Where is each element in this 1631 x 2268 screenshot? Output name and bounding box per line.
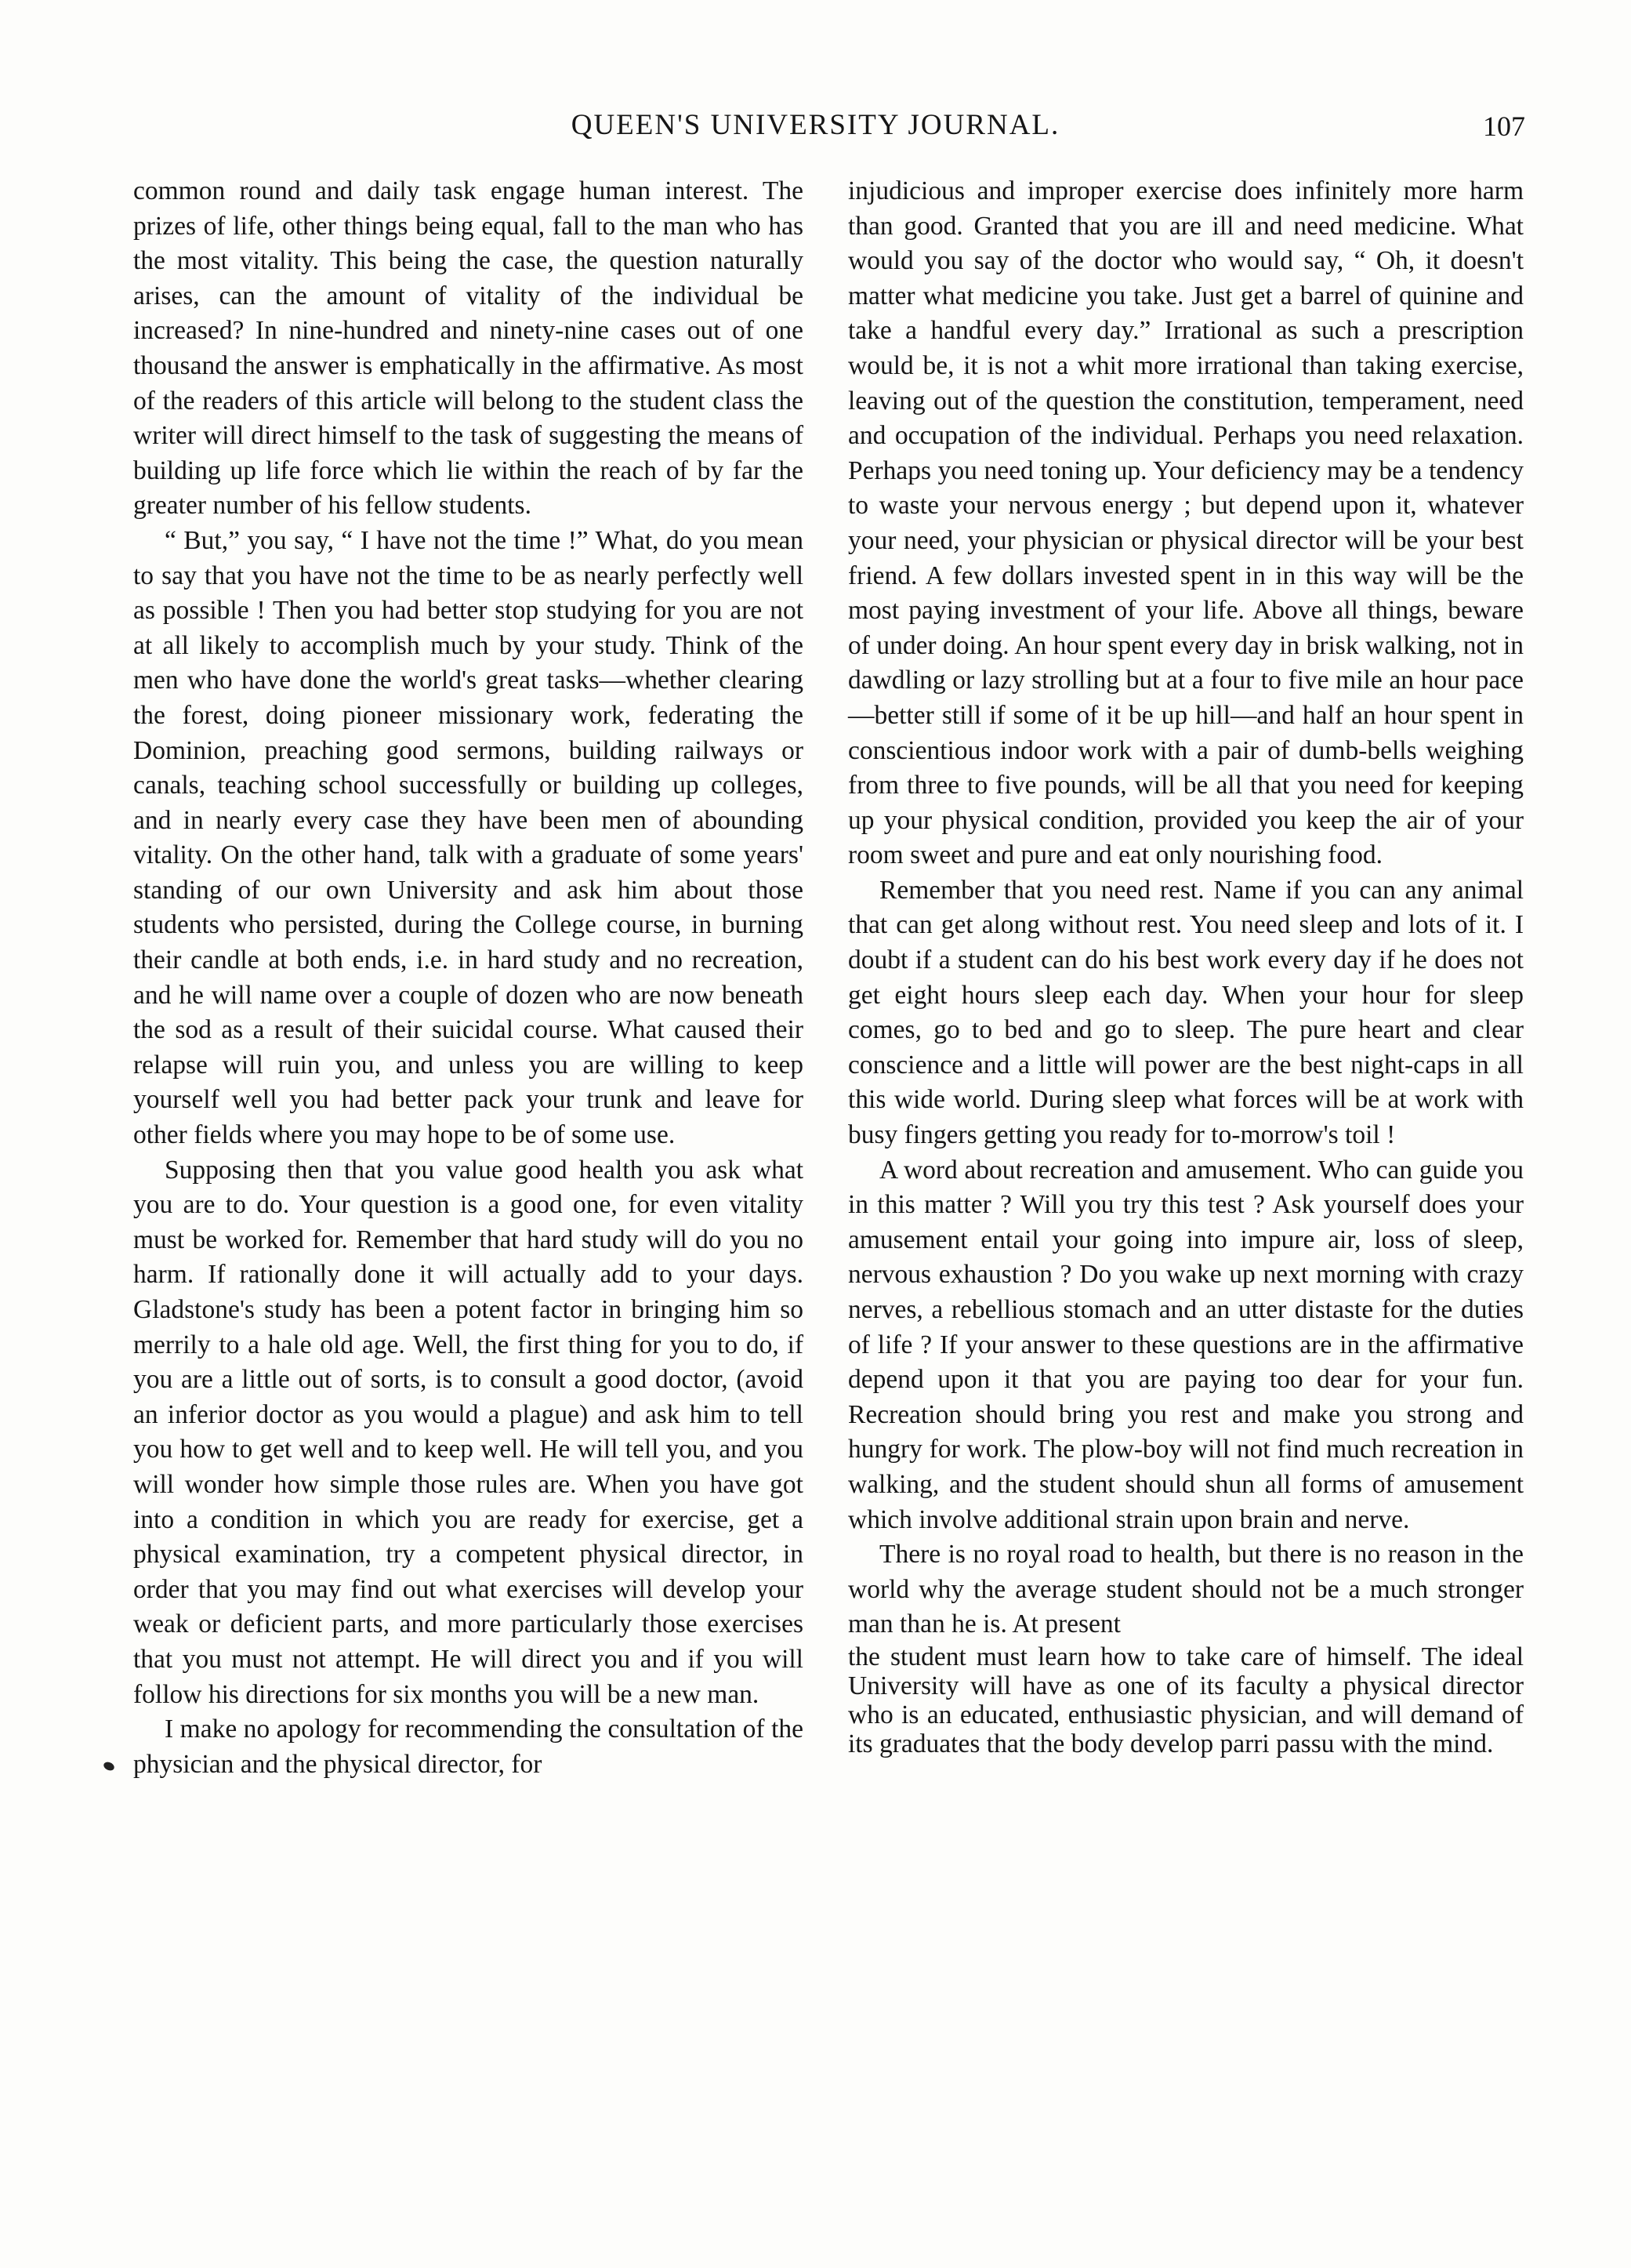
paragraph: Remember that you need rest. Name if you can any animal that can get along without rest. You need sleep and lots of it. I doubt if a student can do his best work every day if he does not get eight hours sleep each day. When your hour for sleep comes, go to bed and go to sleep. The pure heart and clear conscience and a little will power are the best night-caps in all this wide world. During sleep what forces will be at work with busy fingers getting you ready for to-morrow's toil ! xyxy=(848,875,1524,1150)
paragraph: I make no apology for recommending the consultation of the physician and the physical director, for xyxy=(133,1715,803,1779)
right-column xyxy=(848,174,1524,1758)
paragraph: common round and daily task engage human interest. The prizes of life, other things being equal, fall to the man who has the most vitality. This being the case, the question naturally arises, can the amount of vitality of the individual be increased? In nine-hundred and ninety-nine cases out of one thousand the answer is emphatically in the affirmative. As most of the readers of this article will belong to the student class the writer will direct himself to the task of suggesting the means of building up life force which lie within the reach of by far the greater number of his fellow students. xyxy=(133,176,803,521)
paragraph: “ But,” you say, “ I have not the time !” What, do you mean to say that you have not the time to be as nearly perfectly well as possible ! Then you had better stop studying for you are not at all likely to accomplish much by your study. Think of the men who have done the world's great tasks—whether clearing the forest, doing pioneer missionary work, federating the Dominion, preaching good sermons, building railways or canals, teaching school successfully or building up colleges, and in nearly every case they have been men of abounding vitality. On the other hand, talk with a graduate of some years' standing of our own University and ask him about those students who persisted, during the College course, in burning their candle at both ends, i.e. in hard study and no recreation, and he will name over a couple of dozen who are now beneath the sod as a result of their suicidal course. What caused their relapse will ruin you, and unless you are willing to keep yourself well you had better pack your trunk and leave for other fields where you may hope to be of some use. xyxy=(133,525,803,1150)
page-header xyxy=(0,108,1631,147)
running-title: QUEEN'S UNIVERSITY JOURNAL. xyxy=(571,109,1060,141)
page-number: 107 xyxy=(1483,111,1525,142)
paragraph: A word about recreation and amusement. Who can guide you in this matter ? Will you try this test ? Ask yourself does your amusement entail your going into impure air, loss of sleep, nervous exhaustion ? Do you wake up next morning with crazy nerves, a rebellious stomach and an utter distaste for the duties of life ? If your answer to these questions are in the affirmative depend upon it that you are paying too dear for your fun. Recreation should bring you rest and make you strong and hungry for work. The plow-boy will not find much recreation in walking, and the student should shun all forms of amusement which involve additional strain upon brain and nerve. xyxy=(848,1155,1524,1534)
ink-blot xyxy=(103,1761,116,1773)
paragraph: There is no royal road to health, but there is no reason in the world why the average student should not be a much stronger man than he is. At present xyxy=(848,1540,1524,1639)
paragraph: Supposing then that you value good health you ask what you are to do. Your question is a good one, for even vitality must be worked for. Remember that hard study will do you no harm. If rationally done it will actually add to your days. Gladstone's study has been a potent factor in bringing him so merrily to a hale old age. Well, the first thing for you to do, if you are a little out of sorts, is to consult a good doctor, (avoid an inferior doctor as you would a plague) and ask him to tell you how to get well and to keep well. He will tell you, and you will wonder how simple those rules are. When you have got into a condition in which you are ready for exercise, get a physical examination, try a competent physical director, in order that you may find out what exercises will develop your weak or deficient parts, and more particularly those exercises that you must not attempt. He will direct you and if you will follow his directions for six months you will be a new man. xyxy=(133,1155,803,1709)
paragraph: the student must learn how to take care of himself. The ideal University will have as one of its faculty a physical director who is an educated, enthusiastic physician, and will demand of its graduates that the body develop parri passu with the mind. xyxy=(848,1642,1524,1758)
paragraph: injudicious and improper exercise does infinitely more harm than good. Granted that you are ill and need medicine. What would you say of the doctor who would say, “ Oh, it doesn't matter what medicine you take. Just get a barrel of quinine and take a handful every day.” Irrational as such a prescription would be, it is not a whit more irrational than taking exercise, leaving out of the question the constitution, temperament, need and occupation of the individual. Perhaps you need relaxation. Perhaps you need toning up. Your deficiency may be a tendency to waste your nervous energy ; but depend upon it, whatever your need, your physician or physical director will be your best friend. A few dollars invested spent in in this way will be the most paying investment of your life. Above all things, beware of under doing. An hour spent every day in brisk walking, not in dawdling or lazy strolling but at a four to five mile an hour pace—better still if some of it be up hill—and half an hour spent in conscientious indoor work with a pair of dumb-bells weighing from three to five pounds, will be all that you need for keeping up your physical condition, provided you keep the air of your room sweet and pure and eat only nourishing food. xyxy=(848,176,1524,870)
left-column xyxy=(133,174,803,1782)
